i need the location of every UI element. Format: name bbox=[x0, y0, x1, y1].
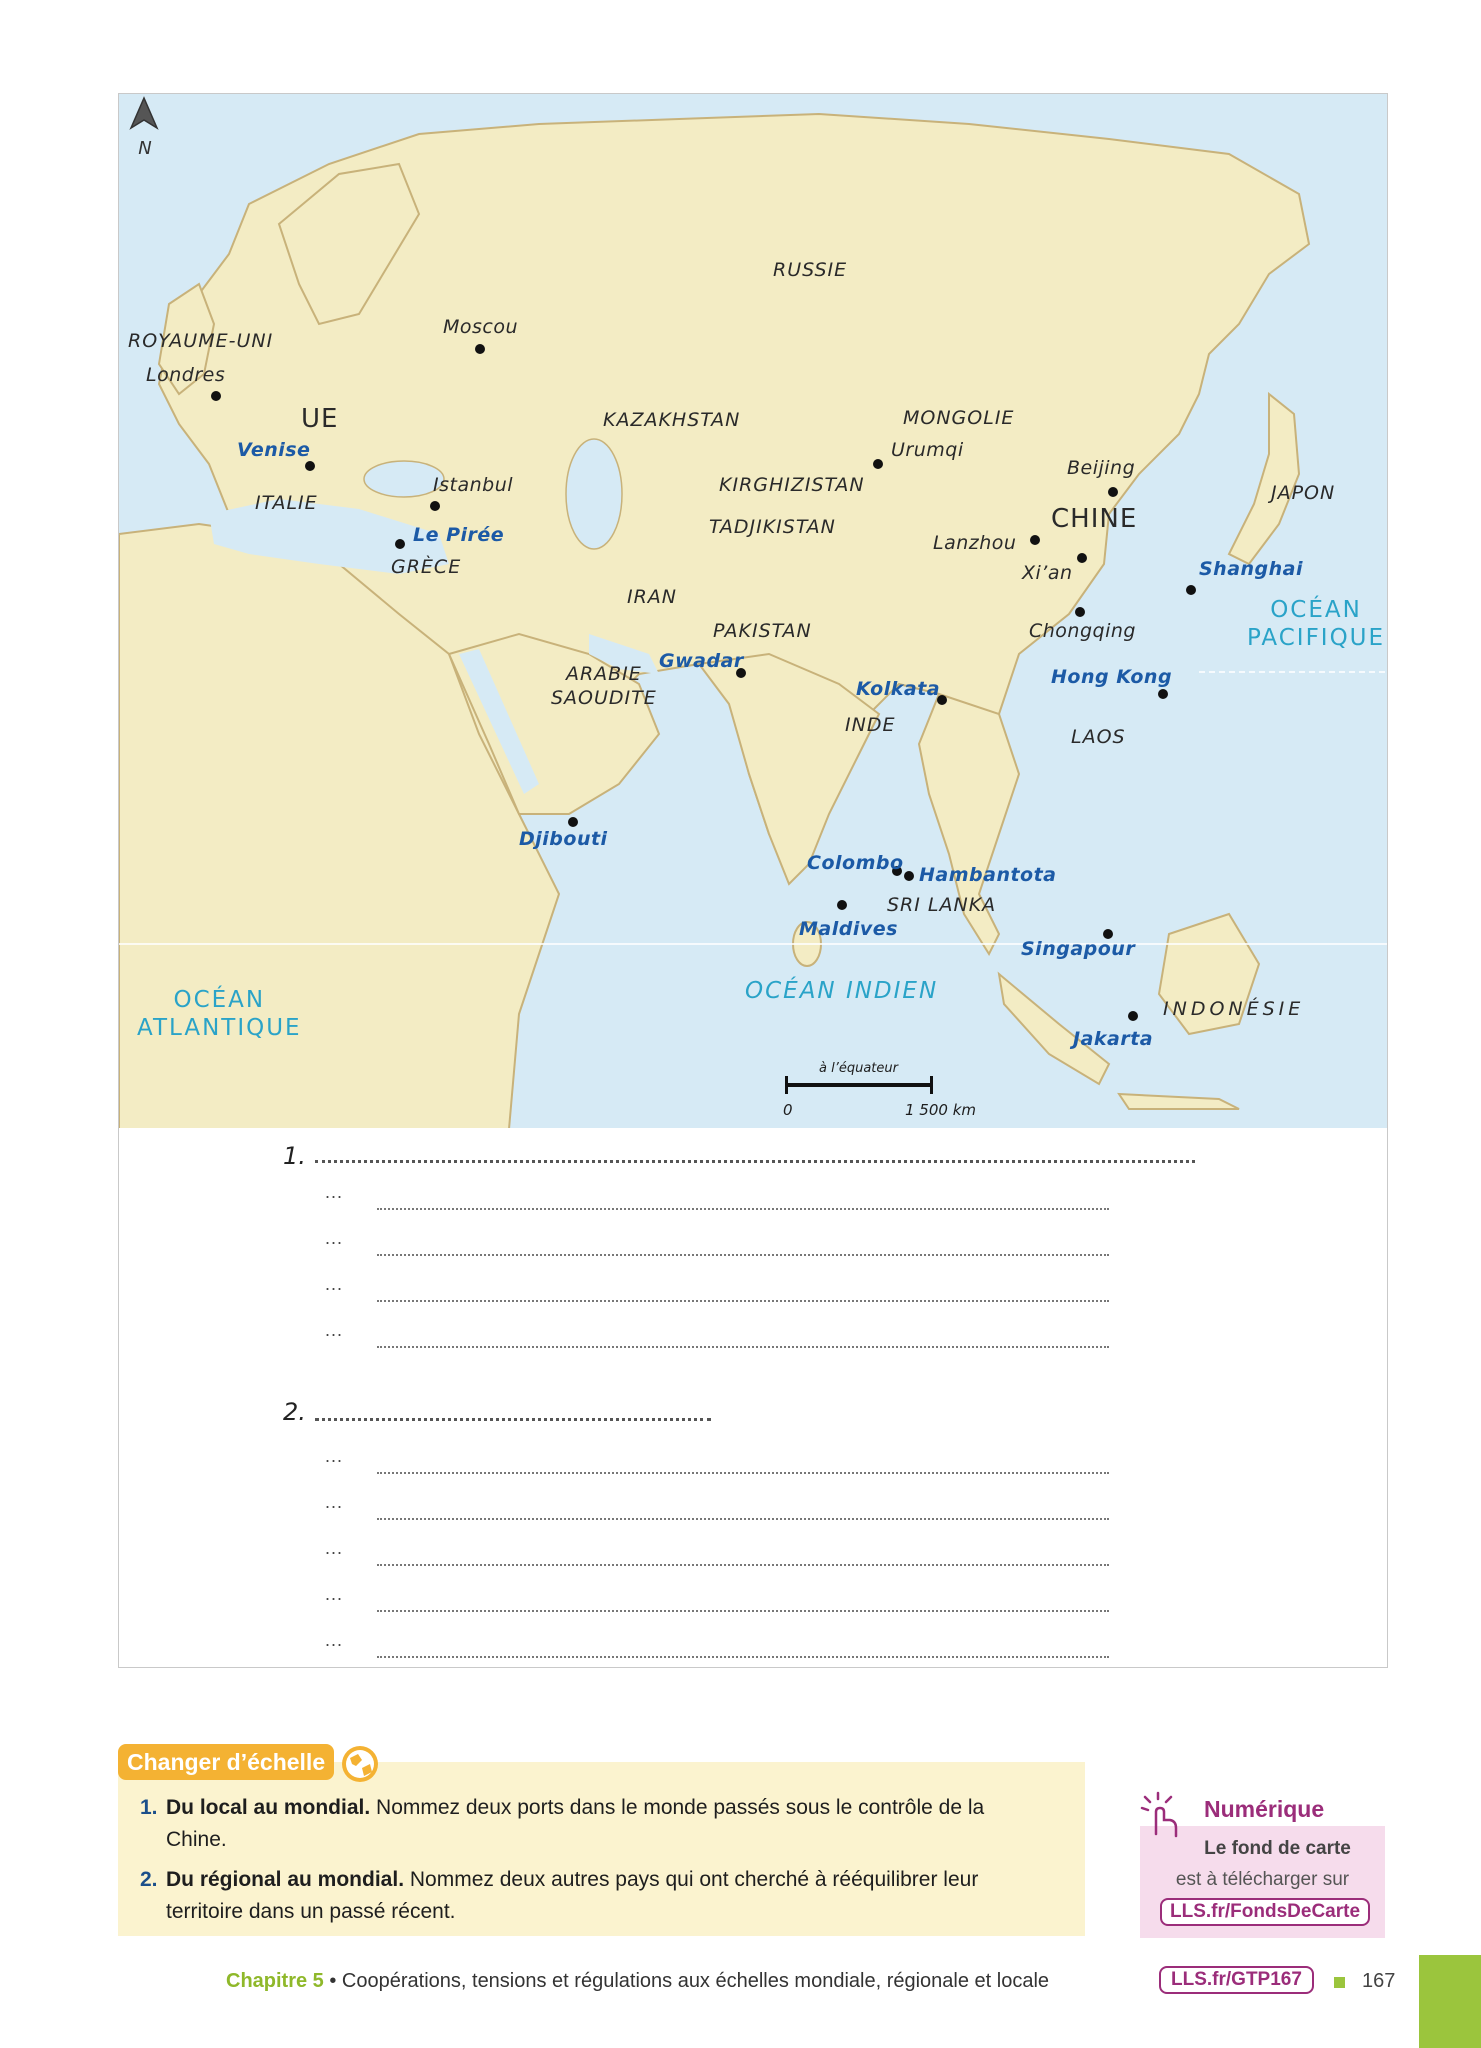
istanbul-dot bbox=[430, 501, 440, 511]
label-tadjikistan: TADJIKISTAN bbox=[709, 516, 836, 538]
footer-square bbox=[1334, 1977, 1345, 1988]
xian-dot bbox=[1077, 553, 1087, 563]
beijing-dot bbox=[1108, 487, 1118, 497]
label-istanbul: Istanbul bbox=[433, 474, 514, 496]
lanzhou-dot bbox=[1030, 535, 1040, 545]
changer-echelle-tag: Changer d’échelle bbox=[118, 1744, 334, 1780]
piree-dot bbox=[395, 539, 405, 549]
q2-bullet-1: ... bbox=[325, 1446, 344, 1466]
footer-text bbox=[226, 1970, 1049, 1993]
question-1-number: 1. bbox=[283, 1142, 306, 1170]
londres-dot bbox=[211, 391, 221, 401]
map-background bbox=[119, 94, 1387, 1129]
label-ocean-pacifique: OCÉAN PACIFIQUE bbox=[1247, 597, 1386, 651]
shanghai-dot bbox=[1186, 585, 1196, 595]
label-hong-kong: Hong Kong bbox=[1051, 666, 1173, 688]
label-laos: LAOS bbox=[1071, 726, 1126, 748]
q2-answer-line-3[interactable] bbox=[377, 1564, 1109, 1566]
label-xian: Xi’an bbox=[1022, 562, 1073, 584]
label-venise: Venise bbox=[237, 439, 311, 461]
label-iran: IRAN bbox=[627, 586, 678, 608]
map bbox=[118, 93, 1388, 1130]
jakarta-dot bbox=[1128, 1011, 1138, 1021]
footer-page-tab bbox=[1419, 1955, 1481, 2048]
label-grece: GRÈCE bbox=[391, 556, 462, 578]
q1-bullet-3: ... bbox=[325, 1274, 344, 1294]
hong-kong-dot bbox=[1158, 689, 1168, 699]
answer-area bbox=[118, 1128, 1388, 1668]
label-kolkata: Kolkata bbox=[856, 678, 941, 700]
label-russie: RUSSIE bbox=[773, 259, 848, 281]
label-chongqing: Chongqing bbox=[1029, 620, 1136, 642]
label-jakarta: Jakarta bbox=[1073, 1028, 1154, 1050]
label-ue: UE bbox=[301, 404, 339, 434]
q2-bullet-4: ... bbox=[325, 1584, 344, 1604]
label-kazakhstan: KAZAKHSTAN bbox=[603, 409, 741, 431]
black-sea bbox=[364, 461, 444, 497]
label-inde: INDE bbox=[845, 714, 896, 736]
numerique-title: Numérique bbox=[1204, 1796, 1325, 1822]
label-gwadar: Gwadar bbox=[659, 650, 744, 672]
label-chine: CHINE bbox=[1051, 504, 1138, 534]
footer-chapter: Chapitre 5 bbox=[226, 1970, 324, 1992]
label-ocean-indien: OCÉAN INDIEN bbox=[745, 978, 939, 1004]
q1-bullet-4: ... bbox=[325, 1320, 344, 1340]
label-kirghizistan: KIRGHIZISTAN bbox=[719, 474, 865, 496]
chongqing-dot bbox=[1075, 607, 1085, 617]
page-number: 167 bbox=[1362, 1970, 1396, 1992]
label-italie: ITALIE bbox=[255, 492, 318, 514]
q2-answer-line-4[interactable] bbox=[377, 1610, 1109, 1612]
label-sri-lanka: SRI LANKA bbox=[887, 894, 997, 916]
question-2-title-line[interactable] bbox=[315, 1418, 711, 1421]
q1-bullet-2: ... bbox=[325, 1228, 344, 1248]
q1-answer-line-3[interactable] bbox=[377, 1300, 1109, 1302]
label-lanzhou: Lanzhou bbox=[933, 532, 1017, 554]
label-piree: Le Pirée bbox=[413, 524, 505, 546]
hambantota-dot bbox=[904, 871, 914, 881]
q2-bullet-5: ... bbox=[325, 1630, 344, 1650]
question-2-number: 2. bbox=[283, 1398, 306, 1426]
q2-bullet-3: ... bbox=[325, 1538, 344, 1558]
label-mongolie: MONGOLIE bbox=[903, 407, 1015, 429]
label-japon: JAPON bbox=[1271, 482, 1336, 504]
label-pakistan: PAKISTAN bbox=[713, 620, 812, 642]
venise-dot bbox=[305, 461, 315, 471]
label-arabie-saoudite: ARABIE SAOUDITE bbox=[551, 663, 657, 709]
label-shanghai: Shanghai bbox=[1199, 558, 1304, 580]
q2-answer-line-1[interactable] bbox=[377, 1472, 1109, 1474]
changer-echelle-box: 1. Du local au mondial. Nommez deux ports dans le monde passés sous le contrôle de la Chine. 2. Du régional au mondial. Nommez deux autres pays qui ont cherché à rééquilibrer leur territoire dans un passé récent. bbox=[118, 1762, 1085, 1936]
scale-zero: 0 bbox=[783, 1101, 793, 1119]
label-ocean-atlantique: OCÉAN ATLANTIQUE bbox=[137, 987, 302, 1041]
numerique-line-1: Le fond de carte bbox=[1204, 1838, 1351, 1859]
urumqi-dot bbox=[873, 459, 883, 469]
footer-title: • Coopérations, tensions et régulations aux échelles mondiale, régionale et locale bbox=[323, 1970, 1050, 1992]
label-royaume-uni: ROYAUME-UNI bbox=[128, 330, 274, 352]
label-urumqi: Urumqi bbox=[891, 439, 964, 461]
label-londres: Londres bbox=[146, 364, 226, 386]
label-moscou: Moscou bbox=[443, 316, 519, 338]
touch-hand-icon bbox=[1134, 1790, 1186, 1842]
label-colombo: Colombo bbox=[807, 852, 904, 874]
q1-answer-line-1[interactable] bbox=[377, 1208, 1109, 1210]
scale-distance: 1 500 km bbox=[905, 1101, 977, 1119]
q2-answer-line-2[interactable] bbox=[377, 1518, 1109, 1520]
numerique-line-2: est à télécharger sur bbox=[1175, 1869, 1350, 1890]
footer-link[interactable]: LLS.fr/GTP167 bbox=[1159, 1966, 1314, 1994]
q1-bullet-1: ... bbox=[325, 1182, 344, 1202]
q2-answer-line-5[interactable] bbox=[377, 1656, 1109, 1658]
numerique-link[interactable]: LLS.fr/FondsDeCarte bbox=[1160, 1898, 1370, 1926]
label-hambantota: Hambantota bbox=[919, 864, 1057, 886]
label-maldives: Maldives bbox=[799, 918, 898, 940]
north-arrow-icon bbox=[119, 94, 169, 158]
svg-text:N: N bbox=[138, 138, 152, 158]
moscou-dot bbox=[475, 344, 485, 354]
label-djibouti: Djibouti bbox=[519, 828, 608, 850]
label-indonesie: INDONÉSIE bbox=[1163, 998, 1305, 1020]
label-beijing: Beijing bbox=[1067, 457, 1136, 479]
caspian-sea bbox=[566, 439, 622, 549]
q1-answer-line-4[interactable] bbox=[377, 1346, 1109, 1348]
maldives-dot bbox=[837, 900, 847, 910]
scale-bar bbox=[785, 1061, 985, 1121]
label-singapour: Singapour bbox=[1021, 938, 1136, 960]
scale-caption: à l’équateur bbox=[819, 1061, 898, 1076]
q1-answer-line-2[interactable] bbox=[377, 1254, 1109, 1256]
globe-icon bbox=[340, 1744, 380, 1784]
question-1-title-line[interactable] bbox=[315, 1160, 1195, 1163]
q2-bullet-2: ... bbox=[325, 1492, 344, 1512]
djibouti-dot bbox=[568, 817, 578, 827]
